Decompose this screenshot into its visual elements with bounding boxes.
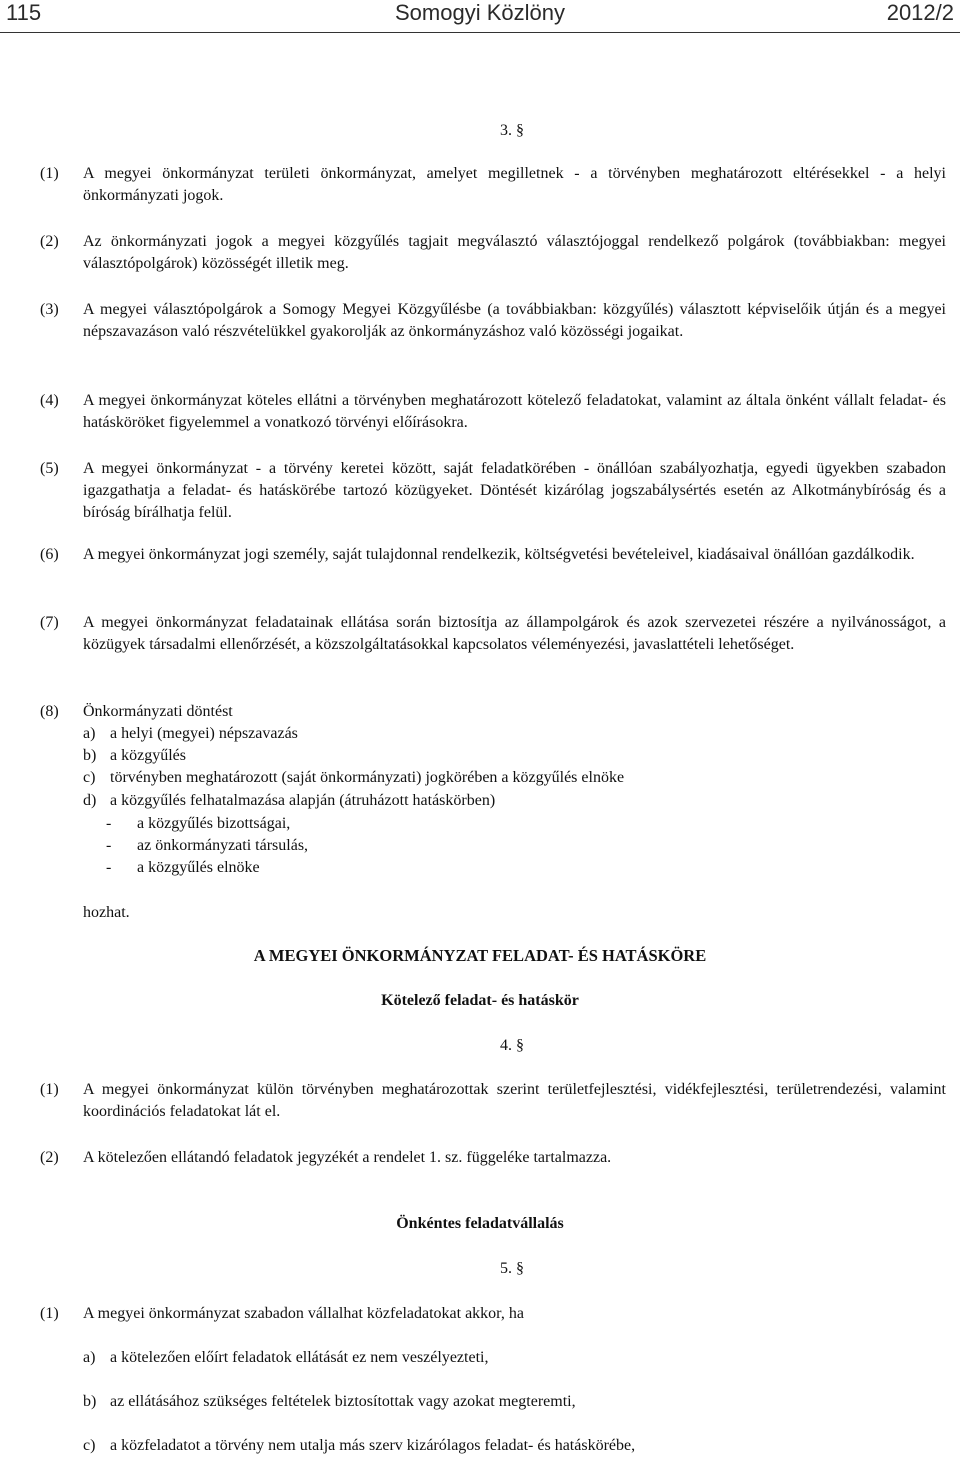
chapter-title: A MEGYEI ÖNKORMÁNYZAT FELADAT- ÉS HATÁSKÖRE [253, 946, 707, 965]
closing-word: hozhat. [83, 904, 130, 921]
section-3-paragraph-3 [40, 299, 946, 343]
list-item [83, 1435, 635, 1457]
list-item [83, 723, 298, 745]
paragraph-text: A megyei önkormányzat köteles ellátni a törvényben meghatározott kötelező feladatokat, valamint az általa önként vállalt feladat- és hatásköröket figyelemmel a vonatkozó törvényi előírásokra. [83, 392, 946, 431]
list-item-label: b) [83, 1393, 97, 1410]
list-item [83, 767, 624, 789]
paragraph-number: (1) [40, 165, 59, 182]
sub-list-item [106, 813, 290, 835]
sub-list-item-text: a közgyűlés elnöke [137, 859, 260, 876]
paragraph-text: Önkormányzati döntést [83, 703, 233, 720]
list-item-label: a) [83, 1349, 96, 1366]
list-item-text: az ellátásához szükséges feltételek biztosítottak vagy azokat megteremti, [110, 1393, 576, 1410]
section-4-number: 4. § [500, 1037, 524, 1054]
section-5-number: 5. § [500, 1260, 524, 1277]
section-3-paragraph-4 [40, 390, 946, 434]
paragraph-number: (2) [40, 1149, 59, 1166]
paragraph-text: A megyei önkormányzat - a törvény keretei között, saját feladatkörében - önállóan szabályozhatja, egyedi ügyekben szabadon igazgathatja a feladat- és hatáskörébe tartozó közügyeket. Döntését kizárólag jogszabálysértés esetén az Alkotmánybíróság és a bíróság bírálhatja felül. [83, 460, 946, 521]
list-item-text: a kötelezően előírt feladatok ellátását ez nem veszélyezteti, [110, 1349, 489, 1366]
section-5-paragraph-1 [40, 1303, 946, 1325]
sub-list-item-text: az önkormányzati társulás, [137, 837, 309, 854]
subsection-title-voluntary: Önkéntes feladatvállalás [396, 1215, 564, 1232]
sub-list-item [106, 857, 260, 879]
page-number: 115 [6, 0, 42, 25]
section-3-paragraph-1 [40, 163, 946, 207]
paragraph-number: (1) [40, 1305, 59, 1322]
section-3-paragraph-5 [40, 458, 946, 524]
paragraph-text: A megyei önkormányzat területi önkormányzat, amelyet megilletnek - a törvényben meghatározott eltérésekkel - a helyi önkormányzati jogok. [83, 165, 946, 204]
list-item-label: a) [83, 725, 96, 742]
section-3-paragraph-2 [40, 231, 946, 275]
journal-title: Somogyi Közlöny [395, 0, 565, 25]
issue-number: 2012/2 [886, 0, 954, 25]
paragraph-number: (2) [40, 233, 59, 250]
paragraph-text: A megyei önkormányzat külön törvényben meghatározottak szerint területfejlesztési, vidékfejlesztési, területrendezési, valamint koordinációs feladatokat lát el. [83, 1081, 946, 1120]
page-header [0, 0, 960, 33]
paragraph-text: A kötelezően ellátandó feladatok jegyzékét a rendelet 1. sz. függeléke tartalmazza. [83, 1149, 612, 1166]
paragraph-number: (6) [40, 546, 59, 563]
paragraph-number: (5) [40, 460, 59, 477]
paragraph-number: (3) [40, 301, 59, 318]
list-item-label: c) [83, 1437, 96, 1454]
sub-list-item [106, 835, 308, 857]
paragraph-text: A megyei önkormányzat szabadon vállalhat közfeladatokat akkor, ha [83, 1305, 524, 1322]
list-item [83, 1391, 576, 1413]
section-3-paragraph-7 [40, 612, 946, 656]
paragraph-number: (1) [40, 1081, 59, 1098]
list-item [83, 745, 186, 767]
paragraph-number: (8) [40, 703, 59, 720]
list-item-label: b) [83, 747, 97, 764]
list-item-label: d) [83, 792, 97, 809]
paragraph-number: (4) [40, 392, 59, 409]
list-item-text: a helyi (megyei) népszavazás [110, 725, 298, 742]
list-item-text: a közfeladatot a törvény nem utalja más szerv kizárólagos feladat- és hatáskörébe, [110, 1437, 636, 1454]
list-item-label: c) [83, 769, 96, 786]
dash-marker: - [106, 837, 112, 854]
section-4-paragraph-1 [40, 1079, 946, 1123]
dash-marker: - [106, 859, 112, 876]
section-3-paragraph-8 [40, 701, 946, 723]
dash-marker: - [106, 815, 112, 832]
paragraph-text: A megyei önkormányzat jogi személy, saját tulajdonnal rendelkezik, költségvetési bevételeivel, kiadásaival önállóan gazdálkodik. [83, 546, 915, 563]
list-item [83, 1347, 488, 1369]
paragraph-number: (7) [40, 614, 59, 631]
sub-list-item-text: a közgyűlés bizottságai, [137, 815, 291, 832]
paragraph-text: Az önkormányzati jogok a megyei közgyűlés tagjait megválasztó választójoggal rendelkező polgárok (továbbiakban: megyei választópolgárok) közösségét illetik meg. [83, 233, 946, 272]
paragraph-text: A megyei önkormányzat feladatainak ellátása során biztosítja az állampolgárok és azok szervezetei részére a nyilvánosságot, a közügyek társadalmi ellenőrzését, a közszolgáltatásokkal kapcsolatos véleményezési, javaslattételi lehetőséget. [83, 614, 946, 653]
list-item [83, 790, 495, 812]
list-item-text: a közgyűlés felhatalmazása alapján (átruházott hatáskörben) [110, 792, 496, 809]
section-3-number: 3. § [500, 122, 524, 139]
list-item-text: a közgyűlés [110, 747, 186, 764]
list-item-text: törvényben meghatározott (saját önkormányzati) jogkörében a közgyűlés elnöke [110, 769, 625, 786]
section-4-paragraph-2 [40, 1147, 946, 1169]
paragraph-text: A megyei választópolgárok a Somogy Megyei Közgyűlésbe (a továbbiakban: közgyűlés) választott képviselőik útján és a megyei népszavazáson való részvételükkel gyakorolják az önkormányzáshoz való közösségi jogaikat. [83, 301, 946, 340]
section-3-paragraph-6 [40, 544, 946, 566]
subsection-title-mandatory: Kötelező feladat- és hatáskör [381, 992, 579, 1009]
